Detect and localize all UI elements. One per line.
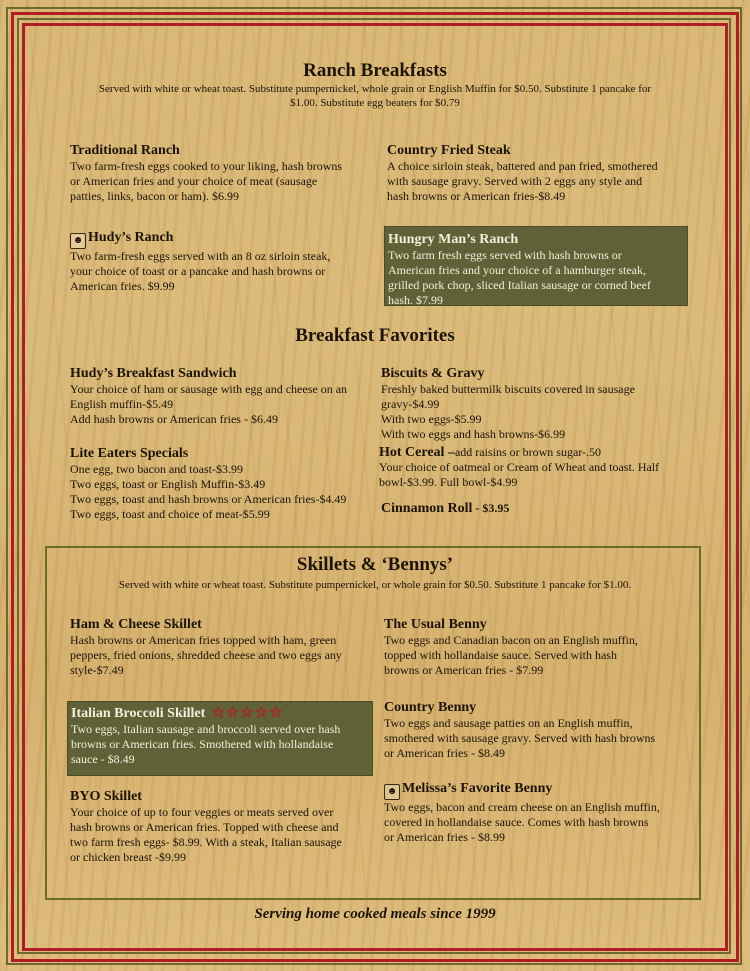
skillets-note: Served with white or wheat toast. Substitute pumpernickel, or whole grain for $0.50. Substitute 1 pancake for $1.00.	[118, 579, 632, 591]
favorites-heading: Breakfast Favorites	[295, 325, 455, 346]
menu-item-italian-broccoli-skillet: Italian Broccoli Skillet ☆☆☆☆☆ Two eggs, Italian sausage and broccoli served over hash browns or American fries. Smothered with hollandaise sauce - $8.49	[67, 701, 373, 776]
star-icon: ☆	[254, 705, 270, 721]
star-icon: ☆	[240, 705, 255, 721]
chef-hat-icon: ☻	[384, 784, 400, 800]
chef-hat-icon: ☻	[70, 233, 86, 249]
menu-item-country-fried-steak: Country Fried Steak A choice sirloin steak, battered and pan fried, smothered with sausage gravy. Served with 2 eggs any style and hash browns or American fries-$8.49	[387, 143, 658, 203]
menu-item-usual-benny: The Usual Benny Two eggs and Canadian bacon on an English muffin, topped with hollandaise sauce. Served with hash browns or American fries - $7.99	[384, 617, 638, 677]
menu-item-biscuits-gravy: Biscuits & Gravy Freshly baked buttermilk biscuits covered in sausage gravy-$4.99 With two eggs-$5.99 With two eggs and hash browns-$6.99	[381, 366, 635, 441]
menu-item-hungry-mans-ranch: Hungry Man’s Ranch Two farm fresh eggs served with hash browns or American fries and your choice of a hamburger steak, grilled pork chop, sliced Italian sausage or corned beef hash. $7.99	[384, 226, 688, 306]
skillets-heading: Skillets & ‘Bennys’	[296, 554, 454, 575]
menu-item-cinnamon-roll: Cinnamon Roll - $3.95	[381, 501, 510, 516]
menu-item-breakfast-sandwich: Hudy’s Breakfast Sandwich Your choice of ham or sausage with egg and cheese on an English muffin-$5.49 Add hash browns or American fries - $6.49	[70, 366, 348, 426]
menu-item-hudys-ranch: ☻ Hudy’s Ranch Two farm-fresh eggs served with an 8 oz sirloin steak, your choice of toast or a pancake and hash browns or American fries. $9.99	[70, 230, 331, 293]
star-icon: ☆	[211, 705, 226, 721]
menu-item-traditional-ranch: Traditional Ranch Two farm-fresh eggs cooked to your liking, hash browns or American fries and your choice of meat (sausage patties, links, bacon or ham). $6.99	[70, 143, 343, 203]
menu-item-hot-cereal: Hot Cereal –add raisins or brown sugar-.50 Your choice of oatmeal or Cream of Wheat and toast. Half bowl-$3.99. Full bowl-$4.99	[379, 445, 660, 489]
five-star-rating	[211, 705, 283, 721]
menu-item-byo-skillet: BYO Skillet Your choice of up to four veggies or meats served over hash browns or American fries. Topped with cheese and two farm fresh eggs- $8.99. With a steak, Italian sausage or chicken breast -$9.99	[70, 789, 342, 864]
menu-item-melissas-benny: ☻ Melissa’s Favorite Benny Two eggs, bacon and cream cheese on an English muffin, covered in hollandaise sauce. Comes with hash browns or American fries - $8.99	[384, 781, 660, 844]
star-icon: ☆	[269, 705, 284, 721]
menu-item-ham-cheese-skillet: Ham & Cheese Skillet Hash browns or American fries topped with ham, green peppers, fried onions, shredded cheese and two eggs any style-$7.49	[70, 617, 342, 677]
menu-item-country-benny: Country Benny Two eggs and sausage patties on an English muffin, smothered with sausage gravy. Served with hash browns or American fries - $8.49	[384, 700, 656, 760]
ranch-note: Served with white or wheat toast. Substitute pumpernickel, whole grain or English Muffin for $0.50. Substitute 1 pancake for $1.00. Substitute egg beaters for $0.79	[98, 83, 652, 109]
menu-item-lite-eaters: Lite Eaters Specials One egg, two bacon and toast-$3.99 Two eggs, toast or English Muffin-$3.49 Two eggs, toast and hash browns or American fries-$4.49 Two eggs, toast and choice of meat-$5.99	[70, 446, 347, 521]
ranch-heading: Ranch Breakfasts	[303, 60, 447, 81]
footer-tagline: Serving home cooked meals since 1999	[254, 906, 496, 922]
star-icon: ☆	[225, 705, 241, 721]
